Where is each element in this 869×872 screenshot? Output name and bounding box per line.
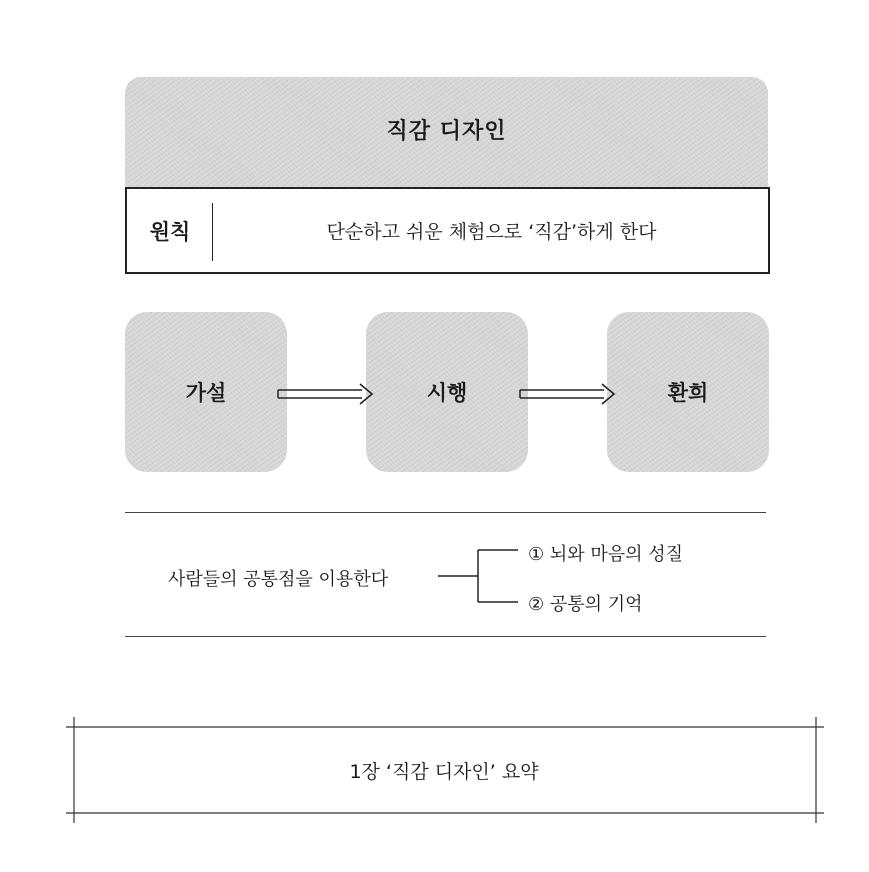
step-hypothesis-box: 가설 — [125, 312, 287, 472]
diagram-title: 직감 디자인 — [386, 118, 507, 144]
step-trial-box: 시행 — [366, 312, 528, 472]
summary-caption: 1장 ‘직감 디자인’ 요약 — [349, 760, 539, 783]
principle-divider — [212, 203, 213, 261]
common-ground-item-1: ① 뇌와 마음의 성질 — [528, 544, 684, 565]
principle-label: 원칙 — [149, 219, 191, 244]
step-delight-box: 환희 — [607, 312, 769, 472]
bracket-connector — [434, 540, 524, 610]
common-ground-item-2: ② 공통의 기억 — [528, 594, 643, 615]
common-ground-text: 사람들의 공통점을 이용한다 — [168, 569, 389, 590]
principle-text: 단순하고 쉬운 체험으로 ‘직감’하게 한다 — [326, 221, 657, 243]
divider-line — [125, 636, 766, 637]
flow-arrow-icon — [518, 380, 618, 410]
title-box — [125, 77, 768, 189]
principle-box — [125, 187, 770, 274]
flow-arrow-icon — [276, 380, 376, 410]
divider-line — [125, 512, 766, 513]
